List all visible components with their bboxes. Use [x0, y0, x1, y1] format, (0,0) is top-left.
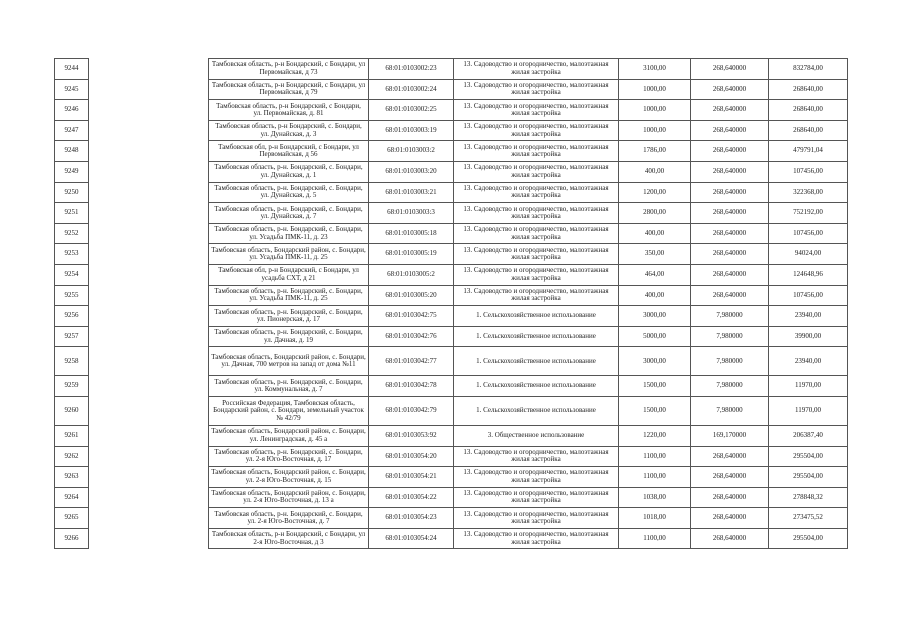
spacer-cell	[89, 244, 209, 265]
cadastral-number-cell: 68:01:0103005:19	[369, 244, 454, 265]
row-number: 9254	[55, 264, 89, 285]
cadastral-number-cell: 68:01:0103054:24	[369, 528, 454, 549]
address-cell: Тамбовская область, Бондарский район, с. Бондари, ул. 2-я Юго-Восточная, д. 15	[209, 467, 369, 488]
land-use-cell: 13. Садоводство и огородничество, малоэтажная жилая застройка	[454, 467, 619, 488]
area-cell: 1786,00	[619, 141, 691, 162]
table-row	[55, 487, 848, 508]
cadastral-number-cell: 68:01:0103054:23	[369, 508, 454, 529]
address-cell: Тамбовская область, р-н. Бондарский, с. Бондари, ул. Усадьба ПМК-11, д. 23	[209, 223, 369, 244]
rate-cell: 268,640000	[691, 223, 769, 244]
spacer-cell	[89, 141, 209, 162]
value-cell: 268640,00	[769, 79, 848, 100]
cadastral-number-cell: 68:01:0103054:21	[369, 467, 454, 488]
rate-cell: 268,640000	[691, 528, 769, 549]
spacer-cell	[89, 120, 209, 141]
spacer-cell	[89, 347, 209, 376]
spacer-cell	[89, 376, 209, 397]
row-number: 9265	[55, 508, 89, 529]
area-cell: 1000,00	[619, 120, 691, 141]
spacer-cell	[89, 326, 209, 347]
land-use-cell: 13. Садоводство и огородничество, малоэтажная жилая застройка	[454, 79, 619, 100]
land-use-cell: 13. Садоводство и огородничество, малоэтажная жилая застройка	[454, 223, 619, 244]
rate-cell: 7,980000	[691, 306, 769, 327]
address-cell: Тамбовская область, р-н Бондарский, с Бондари, ул. Первомайская, д. 81	[209, 100, 369, 121]
address-cell: Тамбовская область, р-н Бондарский, с Бондари, ул Первомайская, д 79	[209, 79, 369, 100]
value-cell: 124648,96	[769, 264, 848, 285]
cadastral-number-cell: 68:01:0103003:2	[369, 141, 454, 162]
spacer-cell	[89, 487, 209, 508]
rate-cell: 268,640000	[691, 59, 769, 80]
spacer-cell	[89, 285, 209, 306]
value-cell: 278848,32	[769, 487, 848, 508]
spacer-cell	[89, 59, 209, 80]
area-cell: 1100,00	[619, 446, 691, 467]
rate-cell: 7,980000	[691, 376, 769, 397]
row-number: 9250	[55, 182, 89, 203]
cadastral-number-cell: 68:01:0103042:78	[369, 376, 454, 397]
rate-cell: 268,640000	[691, 244, 769, 265]
cadastral-number-cell: 68:01:0103042:75	[369, 306, 454, 327]
row-number: 9263	[55, 467, 89, 488]
spacer-cell	[89, 100, 209, 121]
value-cell: 752192,00	[769, 203, 848, 224]
value-cell: 11970,00	[769, 376, 848, 397]
address-cell: Тамбовская обл, р-н Бондарский, с Бондари, ул усадьба СХТ, д 21	[209, 264, 369, 285]
rate-cell: 268,640000	[691, 182, 769, 203]
land-use-cell: 13. Садоводство и огородничество, малоэтажная жилая застройка	[454, 487, 619, 508]
cadastral-number-cell: 68:01:0103005:2	[369, 264, 454, 285]
value-cell: 832784,00	[769, 59, 848, 80]
cadastral-number-cell: 68:01:0103003:20	[369, 161, 454, 182]
area-cell: 1500,00	[619, 396, 691, 425]
rate-cell: 268,640000	[691, 264, 769, 285]
rate-cell: 268,640000	[691, 487, 769, 508]
table-row	[55, 223, 848, 244]
cadastral-number-cell: 68:01:0103003:19	[369, 120, 454, 141]
value-cell: 107456,00	[769, 223, 848, 244]
row-number: 9251	[55, 203, 89, 224]
table-row	[55, 376, 848, 397]
land-use-cell: 13. Садоводство и огородничество, малоэтажная жилая застройка	[454, 141, 619, 162]
land-use-cell: 13. Садоводство и огородничество, малоэтажная жилая застройка	[454, 446, 619, 467]
row-number: 9257	[55, 326, 89, 347]
row-number: 9249	[55, 161, 89, 182]
row-number: 9252	[55, 223, 89, 244]
value-cell: 39900,00	[769, 326, 848, 347]
area-cell: 3000,00	[619, 306, 691, 327]
table-row	[55, 100, 848, 121]
table-row	[55, 161, 848, 182]
area-cell: 5000,00	[619, 326, 691, 347]
land-use-cell: 13. Садоводство и огородничество, малоэтажная жилая застройка	[454, 59, 619, 80]
area-cell: 1018,00	[619, 508, 691, 529]
area-cell: 2800,00	[619, 203, 691, 224]
rate-cell: 268,640000	[691, 467, 769, 488]
table-row	[55, 347, 848, 376]
land-use-cell: 13. Садоводство и огородничество, малоэтажная жилая застройка	[454, 244, 619, 265]
address-cell: Тамбовская область, р-н. Бондарский, с. Бондари, ул. Дунайская, д. 1	[209, 161, 369, 182]
spacer-cell	[89, 223, 209, 244]
spacer-cell	[89, 203, 209, 224]
cadastral-number-cell: 68:01:0103053:92	[369, 425, 454, 446]
row-number: 9256	[55, 306, 89, 327]
value-cell: 23940,00	[769, 306, 848, 327]
value-cell: 23940,00	[769, 347, 848, 376]
address-cell: Тамбовская область, р-н. Бондарский, с. Бондари, ул. 2-я Юго-Восточная, д. 7	[209, 508, 369, 529]
value-cell: 268640,00	[769, 100, 848, 121]
value-cell: 322368,00	[769, 182, 848, 203]
cadastral-number-cell: 68:01:0103002:23	[369, 59, 454, 80]
value-cell: 295504,00	[769, 467, 848, 488]
row-number: 9248	[55, 141, 89, 162]
table-row	[55, 141, 848, 162]
land-use-cell: 13. Садоводство и огородничество, малоэтажная жилая застройка	[454, 508, 619, 529]
spacer-cell	[89, 264, 209, 285]
value-cell: 268640,00	[769, 120, 848, 141]
spacer-cell	[89, 425, 209, 446]
area-cell: 400,00	[619, 285, 691, 306]
rate-cell: 268,640000	[691, 100, 769, 121]
row-number: 9266	[55, 528, 89, 549]
spacer-cell	[89, 161, 209, 182]
value-cell: 107456,00	[769, 285, 848, 306]
rate-cell: 268,640000	[691, 446, 769, 467]
row-number: 9264	[55, 487, 89, 508]
address-cell: Тамбовская обл, р-н Бондарский, с Бондари, ул Первомайская, д 56	[209, 141, 369, 162]
land-use-cell: 1. Сельскохозяйственное использование	[454, 326, 619, 347]
value-cell: 107456,00	[769, 161, 848, 182]
rate-cell: 268,640000	[691, 508, 769, 529]
value-cell: 94024,00	[769, 244, 848, 265]
row-number: 9262	[55, 446, 89, 467]
spacer-cell	[89, 467, 209, 488]
row-number: 9261	[55, 425, 89, 446]
land-use-cell: 13. Садоводство и огородничество, малоэтажная жилая застройка	[454, 120, 619, 141]
land-use-cell: 3. Общественное использование	[454, 425, 619, 446]
area-cell: 3000,00	[619, 347, 691, 376]
area-cell: 1100,00	[619, 467, 691, 488]
rate-cell: 268,640000	[691, 120, 769, 141]
spacer-cell	[89, 528, 209, 549]
spacer-cell	[89, 446, 209, 467]
table-row	[55, 120, 848, 141]
address-cell: Тамбовская область, Бондарский район, с. Бондари, ул. 2-я Юго-Восточная, д. 13 а	[209, 487, 369, 508]
table-row	[55, 59, 848, 80]
rate-cell: 268,640000	[691, 79, 769, 100]
row-number: 9244	[55, 59, 89, 80]
spacer-cell	[89, 182, 209, 203]
land-use-cell: 13. Садоводство и огородничество, малоэтажная жилая застройка	[454, 203, 619, 224]
area-cell: 1220,00	[619, 425, 691, 446]
table-row	[55, 508, 848, 529]
value-cell: 11970,00	[769, 396, 848, 425]
row-number: 9258	[55, 347, 89, 376]
cadastral-number-cell: 68:01:0103005:20	[369, 285, 454, 306]
address-cell: Тамбовская область, р-н. Бондарский, с. Бондари, ул. Пионерская, д. 17	[209, 306, 369, 327]
area-cell: 3100,00	[619, 59, 691, 80]
address-cell: Российская Федерация, Тамбовская область, Бондарский район, с. Бондари, земельный участок № 42/79	[209, 396, 369, 425]
rate-cell: 268,640000	[691, 203, 769, 224]
row-number: 9246	[55, 100, 89, 121]
table-row	[55, 285, 848, 306]
land-use-cell: 13. Садоводство и огородничество, малоэтажная жилая застройка	[454, 161, 619, 182]
area-cell: 400,00	[619, 223, 691, 244]
cadastral-number-cell: 68:01:0103005:18	[369, 223, 454, 244]
cadastral-number-cell: 68:01:0103042:76	[369, 326, 454, 347]
land-use-cell: 13. Садоводство и огородничество, малоэтажная жилая застройка	[454, 528, 619, 549]
cadastral-number-cell: 68:01:0103002:24	[369, 79, 454, 100]
table-row	[55, 182, 848, 203]
area-cell: 1000,00	[619, 100, 691, 121]
cadastral-number-cell: 68:01:0103042:79	[369, 396, 454, 425]
rate-cell: 7,980000	[691, 326, 769, 347]
value-cell: 295504,00	[769, 528, 848, 549]
cadastral-number-cell: 68:01:0103003:3	[369, 203, 454, 224]
table-row	[55, 528, 848, 549]
row-number: 9247	[55, 120, 89, 141]
area-cell: 1000,00	[619, 79, 691, 100]
cadastral-number-cell: 68:01:0103054:20	[369, 446, 454, 467]
cadastral-number-cell: 68:01:0103002:25	[369, 100, 454, 121]
table-row	[55, 425, 848, 446]
area-cell: 1500,00	[619, 376, 691, 397]
table-body	[55, 59, 848, 549]
spacer-cell	[89, 306, 209, 327]
rate-cell: 169,170000	[691, 425, 769, 446]
rate-cell: 7,980000	[691, 396, 769, 425]
area-cell: 350,00	[619, 244, 691, 265]
table-row	[55, 79, 848, 100]
address-cell: Тамбовская область, Бондарский район, с. Бондари, ул. Дачная, 700 метров на запад от дома №11	[209, 347, 369, 376]
spacer-cell	[89, 396, 209, 425]
row-number: 9253	[55, 244, 89, 265]
address-cell: Тамбовская область, р-н Бондарский, с Бондари, ул 2-я Юго-Восточная, д 3	[209, 528, 369, 549]
area-cell: 464,00	[619, 264, 691, 285]
table-row	[55, 306, 848, 327]
value-cell: 479791,04	[769, 141, 848, 162]
address-cell: Тамбовская область, р-н. Бондарский, с. Бондари, ул. Дунайская, д. 7	[209, 203, 369, 224]
value-cell: 273475,52	[769, 508, 848, 529]
table-row	[55, 446, 848, 467]
rate-cell: 268,640000	[691, 141, 769, 162]
cadastral-value-table	[54, 58, 848, 549]
row-number: 9260	[55, 396, 89, 425]
area-cell: 1200,00	[619, 182, 691, 203]
row-number: 9255	[55, 285, 89, 306]
cadastral-number-cell: 68:01:0103054:22	[369, 487, 454, 508]
land-use-cell: 13. Садоводство и огородничество, малоэтажная жилая застройка	[454, 100, 619, 121]
rate-cell: 7,980000	[691, 347, 769, 376]
cadastral-number-cell: 68:01:0103003:21	[369, 182, 454, 203]
land-use-cell: 1. Сельскохозяйственное использование	[454, 306, 619, 327]
address-cell: Тамбовская область, р-н Бондарский, с. Бондари, ул. Дунайская, д. 3	[209, 120, 369, 141]
address-cell: Тамбовская область, р-н. Бондарский, с. Бондари, ул. 2-я Юго-Восточная, д. 17	[209, 446, 369, 467]
land-use-cell: 13. Садоводство и огородничество, малоэтажная жилая застройка	[454, 182, 619, 203]
table-row	[55, 203, 848, 224]
spacer-cell	[89, 79, 209, 100]
address-cell: Тамбовская область, р-н. Бондарский, с. Бондари, ул. Усадьба ПМК-11, д. 25	[209, 285, 369, 306]
address-cell: Тамбовская область, р-н Бондарский, с Бондари, ул Первомайская, д 73	[209, 59, 369, 80]
land-use-cell: 13. Садоводство и огородничество, малоэтажная жилая застройка	[454, 285, 619, 306]
table-row	[55, 467, 848, 488]
address-cell: Тамбовская область, р-н. Бондарский, с. Бондари, ул. Дачная, д. 19	[209, 326, 369, 347]
address-cell: Тамбовская область, р-н. Бондарский, с. Бондари, ул. Дунайская, д. 5	[209, 182, 369, 203]
address-cell: Тамбовская область, Бондарский район, с. Бондари, ул. Ленинградская, д. 45 а	[209, 425, 369, 446]
area-cell: 1100,00	[619, 528, 691, 549]
table-row	[55, 264, 848, 285]
row-number: 9259	[55, 376, 89, 397]
value-cell: 206387,40	[769, 425, 848, 446]
area-cell: 1038,00	[619, 487, 691, 508]
land-use-cell: 1. Сельскохозяйственное использование	[454, 347, 619, 376]
address-cell: Тамбовская область, Бондарский район, с. Бондари, ул. Усадьба ПМК-11, д. 25	[209, 244, 369, 265]
table-row	[55, 396, 848, 425]
table-row	[55, 326, 848, 347]
land-use-cell: 1. Сельскохозяйственное использование	[454, 396, 619, 425]
table-row	[55, 244, 848, 265]
address-cell: Тамбовская область, р-н. Бондарский, с. Бондари, ул. Коммунальная, д. 7	[209, 376, 369, 397]
spacer-cell	[89, 508, 209, 529]
rate-cell: 268,640000	[691, 161, 769, 182]
area-cell: 400,00	[619, 161, 691, 182]
land-use-cell: 13. Садоводство и огородничество, малоэтажная жилая застройка	[454, 264, 619, 285]
rate-cell: 268,640000	[691, 285, 769, 306]
land-use-cell: 1. Сельскохозяйственное использование	[454, 376, 619, 397]
value-cell: 295504,00	[769, 446, 848, 467]
cadastral-number-cell: 68:01:0103042:77	[369, 347, 454, 376]
row-number: 9245	[55, 79, 89, 100]
